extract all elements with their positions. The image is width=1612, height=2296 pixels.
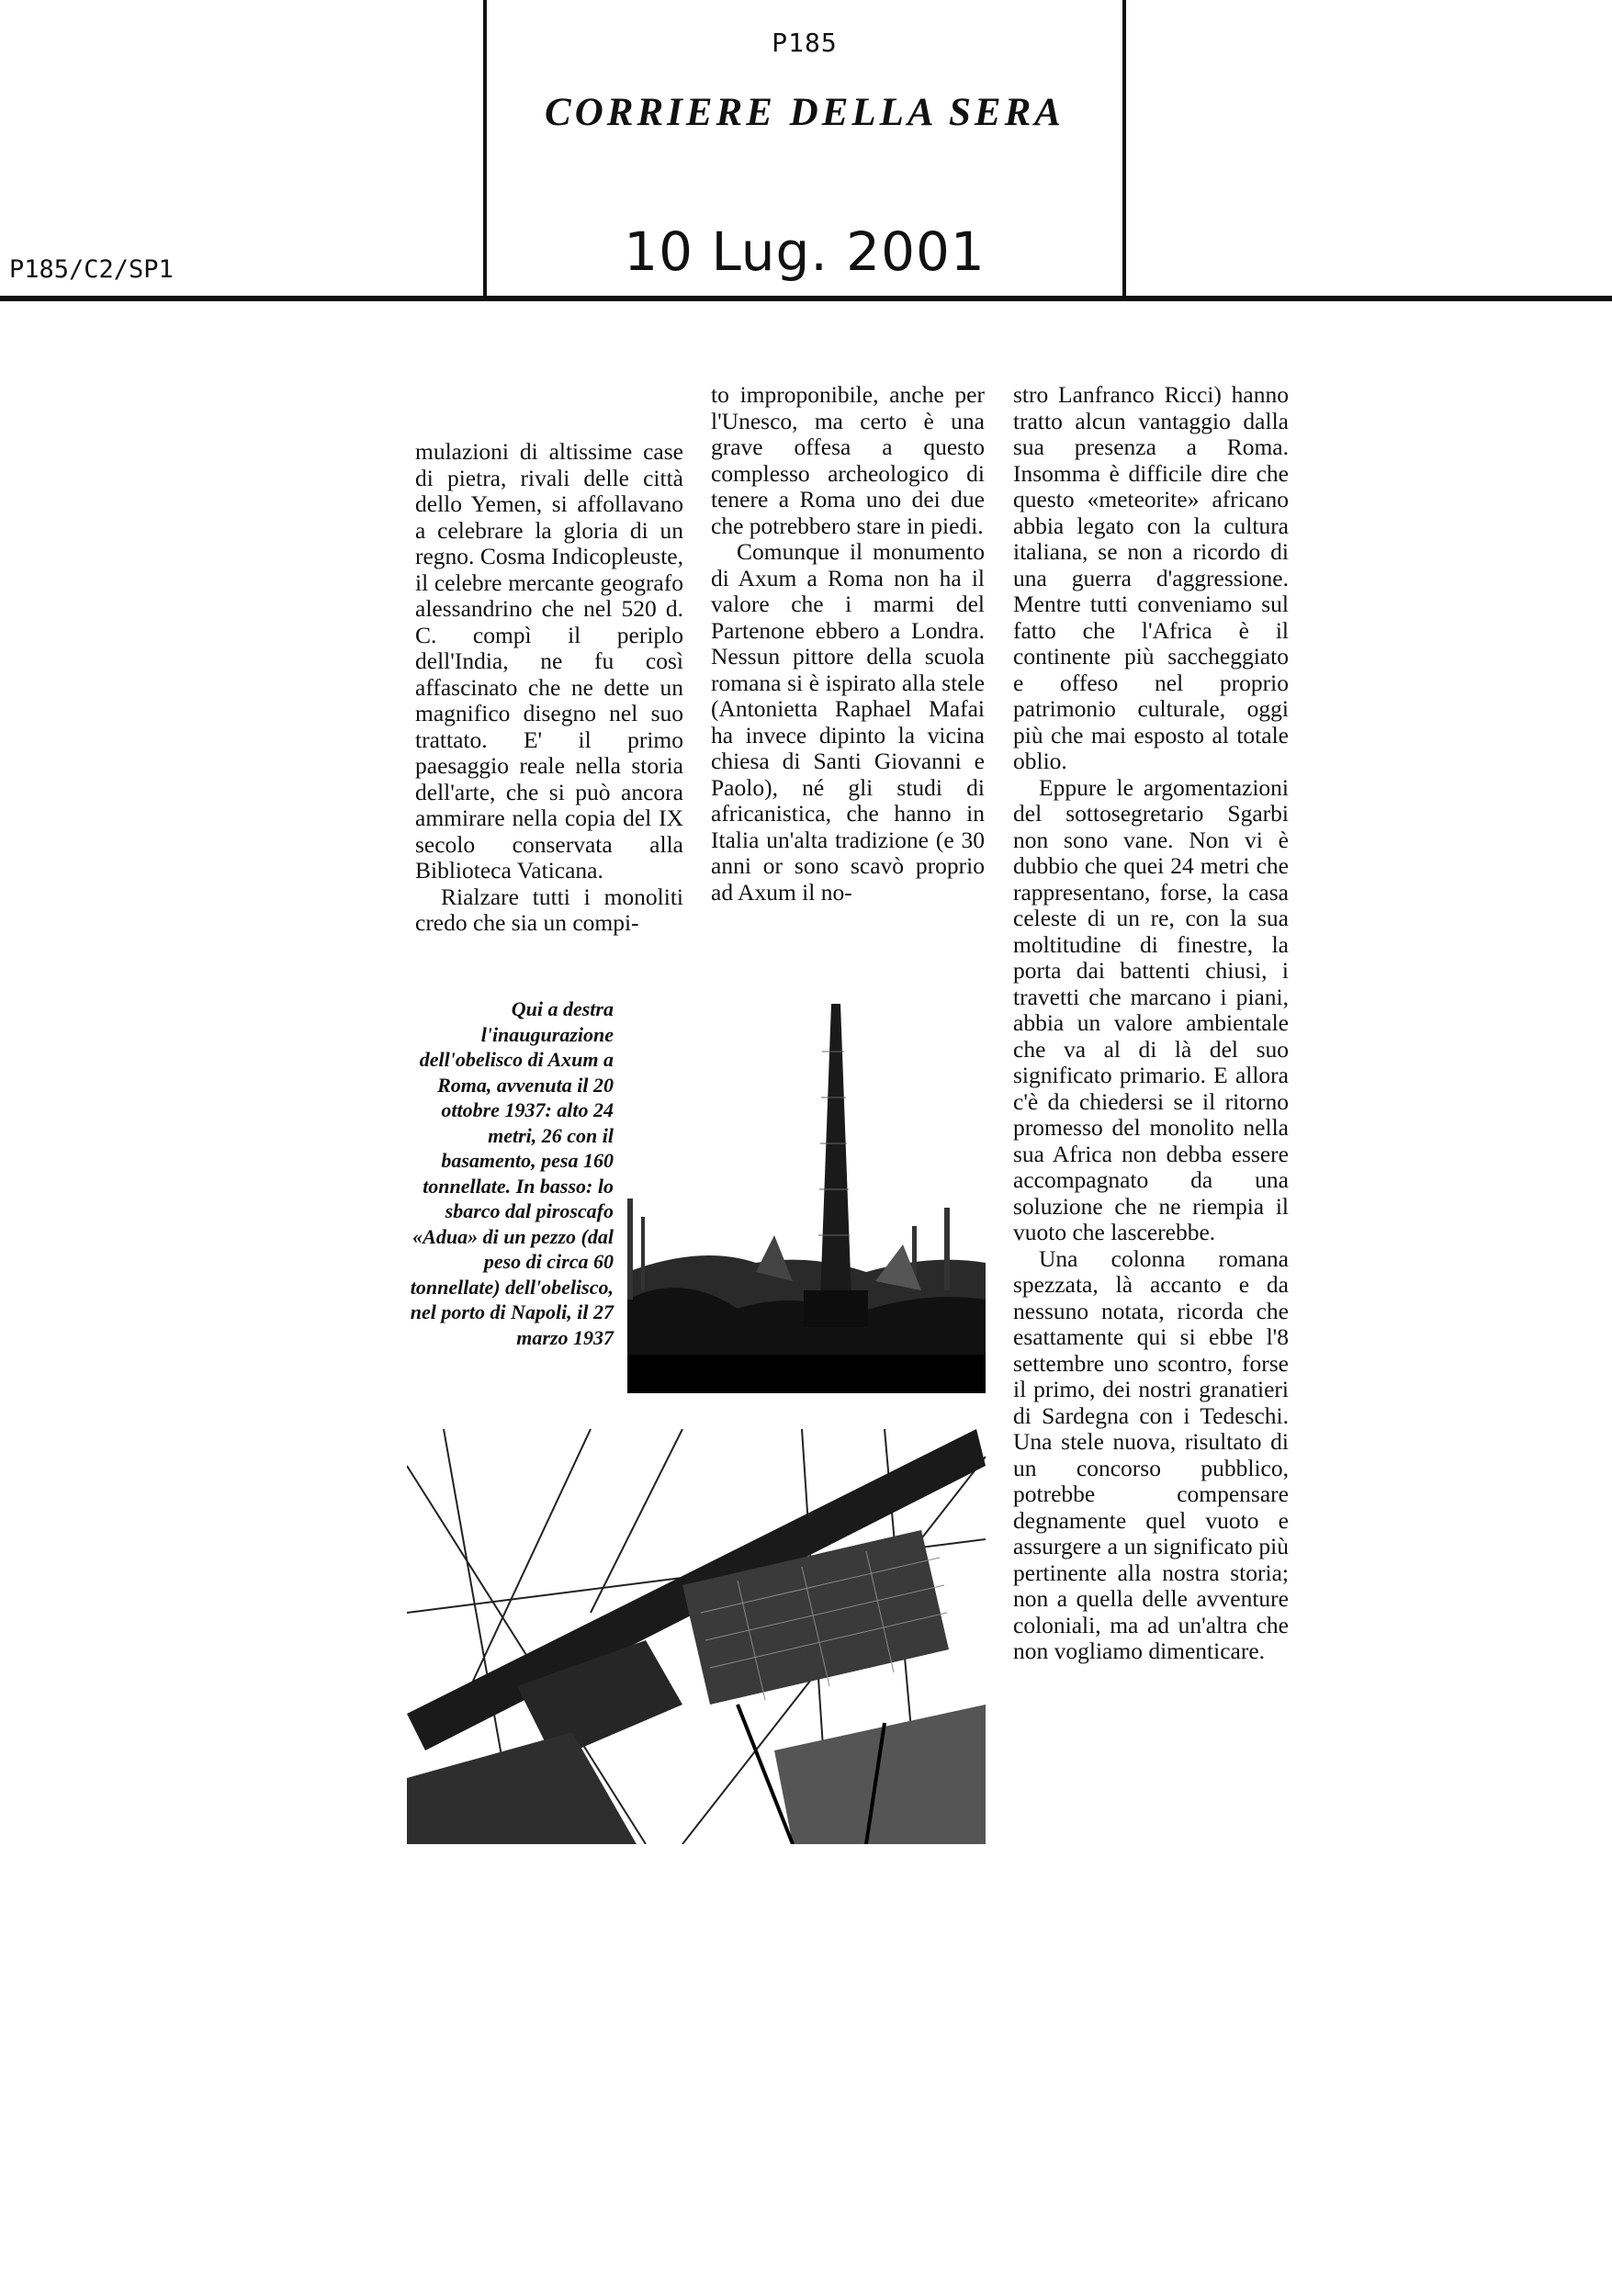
- article-paragraph: Eppure le argomentazioni del sottosegretario Sgarbi non sono vane. Non vi è dubbio che quei 24 metri che rappresentano, forse, la casa celeste di un re, con la sua moltitudine di finestre, la porta dai battenti chiusi, i travetti che marcano i piani, abbia un valore ambientale che va al di là del suo significato primario. E allora c'è da chiedersi se il ritorno promesso del monolito nella sua Africa non debba essere accompagnato da una soluzione che ne riempia il vuoto che lascerebbe.: [1013, 773, 1289, 1245]
- article-paragraph: mulazioni di altissime case di pietra, rivali delle città dello Yemen, si affollavano a celebrare la gloria di un regno. Cosma Indicopleuste, il celebre mercante geografo alessandrino che nel 520 d. C. compì il periplo dell'India, ne fu così affascinato che ne dette un magnifico disegno nel suo trattato. E' il primo paesaggio reale nella storia dell'arte, che si può ancora ammirare nella copia del IX secolo conservata alla Biblioteca Vaticana.: [415, 438, 683, 884]
- newspaper-masthead: CORRIERE DELLA SERA: [545, 91, 1065, 134]
- article-paragraph: Rialzare tutti i monoliti credo che sia un compi-: [415, 883, 683, 936]
- header-rule: [0, 296, 1612, 301]
- article-paragraph: Una colonna romana spezzata, là accanto e da nessuno notata, ricorda che esattamente qui si ebbe l'8 settembre uno scontro, forse il primo, dei nostri granatieri di Sardegna con i Tedeschi. Una stele nuova, risultato di un concorso pubblico, potrebbe compensare degnamente quel vuoto e assurgere a un significato più pertinente alla nostra storia; non a quella delle avventure coloniali, ma ad un'altra che non vogliamo dimenticare.: [1013, 1244, 1289, 1664]
- ship-unloading-photo: [407, 1429, 986, 1844]
- publication-date: 10 Lug. 2001: [624, 220, 986, 283]
- article-paragraph: Comunque il monumento di Axum a Roma non ha il valore che i marmi del Partenone ebbero a Londra. Nessun pittore della scuola romana si è ispirato alla stele (Antonietta Raphael Mafai ha invece dipinto la vicina chiesa di Santi Giovanni e Paolo), né gli studi di africanistica, che hanno in Italia un'alta tradizione (e 30 anni or sono scavò proprio ad Axum il no-: [711, 538, 985, 906]
- article-column-2: [711, 382, 985, 906]
- page-code: P185: [772, 28, 838, 58]
- article-paragraph: stro Lanfranco Ricci) hanno tratto alcun vantaggio dalla sua presenza a Roma. Insomma è difficile dire che questo «meteorite» africano abbia legato con la cultura italiana, se non a ricordo di una guerra d'aggressione. Mentre tutti conveniamo sul fatto che l'Africa è il continente più saccheggiato e offeso nel proprio patrimonio culturale, oggi più che mai esposto al totale oblio.: [1013, 381, 1289, 774]
- article-column-1: [415, 439, 683, 937]
- article-paragraph: to improponibile, anche per l'Unesco, ma certo è una grave offesa a questo complesso archeologico di tenere a Roma uno dei due che potrebbero stare in piedi.: [711, 381, 985, 539]
- obelisk-photo: [627, 996, 986, 1393]
- article-column-3: [1013, 382, 1289, 1665]
- photo-caption: Qui a destra l'inaugurazione dell'obelisco di Axum a Roma, avvenuta il 20 ottobre 1937: alto 24 metri, 26 con il basamento, pesa 160 tonnellate. In basso: lo sbarco dal piroscafo «Adua» di un pezzo (dal peso di circa 60 tonnellate) dell'obelisco, nel porto di Napoli, il 27 marzo 1937: [410, 997, 614, 1349]
- archive-reference: P185/C2/SP1: [9, 255, 174, 284]
